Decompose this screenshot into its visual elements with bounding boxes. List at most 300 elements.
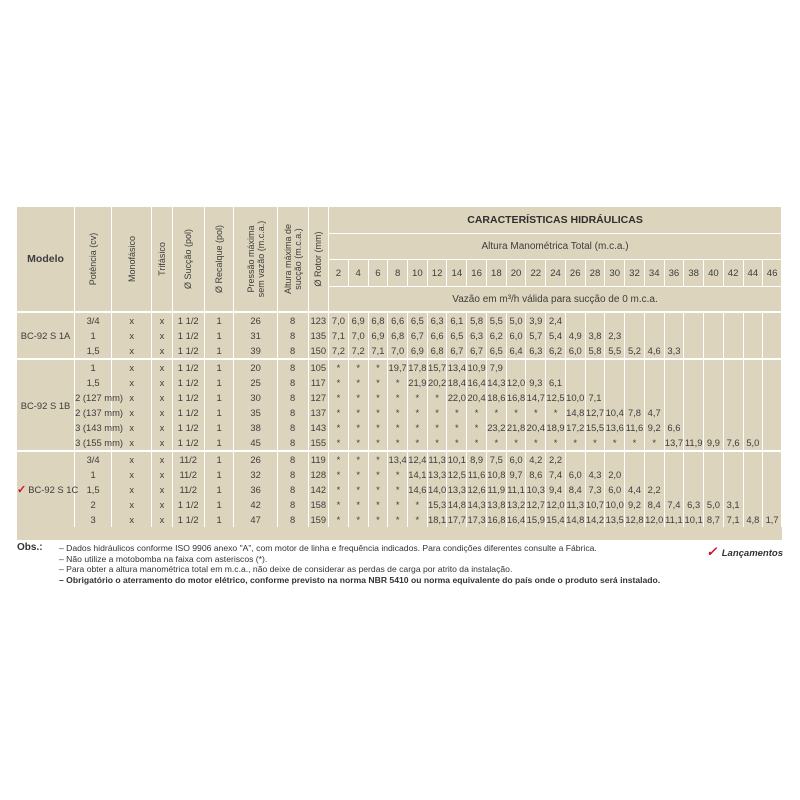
- trifasico-cell: x: [152, 467, 173, 482]
- flow-value-cell: [763, 405, 782, 420]
- flow-value-cell: 6,2: [546, 343, 566, 359]
- monofasico-cell: x: [112, 497, 152, 512]
- flow-value-cell: *: [388, 390, 408, 405]
- flow-value-cell: 4,3: [585, 467, 605, 482]
- flow-value-cell: *: [368, 435, 388, 451]
- flow-value-cell: [605, 390, 625, 405]
- rotor-cell: 128: [308, 467, 329, 482]
- potencia-cell: 2: [75, 497, 112, 512]
- rotor-cell: 142: [308, 482, 329, 497]
- potencia-cell: 1,5: [75, 375, 112, 390]
- flow-value-cell: [704, 467, 724, 482]
- flow-value-cell: 12,0: [546, 499, 565, 510]
- flow-value-cell: [704, 451, 724, 467]
- flow-value-cell: *: [368, 512, 388, 527]
- pressao-cell: 20: [234, 359, 277, 375]
- flow-value-cell: *: [427, 405, 447, 420]
- flow-value-cell: [664, 312, 684, 328]
- flow-value-cell: *: [348, 435, 368, 451]
- height-col-header: 12: [427, 260, 447, 287]
- flow-value-cell: 19,7: [388, 359, 408, 375]
- flow-value-cell: 2,4: [546, 312, 566, 328]
- rotor-cell: 135: [308, 328, 329, 343]
- flow-value-cell: *: [329, 512, 349, 527]
- hydraulic-table: [17, 207, 782, 540]
- observation-line: – Obrigatório o aterramento do motor elétrico, conforme previsto na norma NBR 5410 ou norma equivalente do país onde o produto será instalado.: [59, 574, 661, 585]
- flow-value-cell: 5,7: [526, 328, 546, 343]
- flow-value-cell: 8,4: [565, 482, 585, 497]
- flow-value-cell: 8,9: [467, 451, 487, 467]
- flow-value-cell: *: [546, 435, 566, 451]
- flow-value-cell: 15,9: [526, 514, 545, 525]
- flow-value-cell: [585, 451, 605, 467]
- flow-value-cell: *: [408, 405, 428, 420]
- header-recalque: Ø Recalque (pol): [204, 207, 234, 312]
- flow-value-cell: [625, 390, 645, 405]
- succao-cell: 1 1/2: [172, 405, 204, 420]
- flow-value-cell: [743, 467, 763, 482]
- pressao-cell: 42: [234, 497, 277, 512]
- monofasico-cell: x: [112, 375, 152, 390]
- flow-value-cell: 10,1: [684, 514, 703, 525]
- succao-cell: 1 1/2: [172, 343, 204, 359]
- height-col-header: 34: [644, 260, 664, 287]
- flow-value-cell: 12,7: [585, 407, 605, 418]
- flow-value-cell: 22,0: [447, 392, 466, 403]
- flow-value-cell: *: [348, 375, 368, 390]
- monofasico-cell: x: [112, 405, 152, 420]
- recalque-cell: 1: [204, 435, 234, 451]
- flow-value-cell: 21,8: [506, 422, 526, 433]
- flow-value-cell: 3,3: [664, 343, 684, 359]
- flow-value-cell: 2,0: [605, 467, 625, 482]
- header-altura-total: Altura Manométrica Total (m.c.a.): [329, 234, 782, 260]
- flow-value-cell: 14,7: [526, 392, 545, 403]
- flow-value-cell: 5,0: [743, 435, 763, 451]
- potencia-cell: 2 (127 mm): [75, 392, 124, 403]
- header-vazao: Vazão em m³/h válida para sucção de 0 m.c.a.: [329, 287, 782, 313]
- height-col-header: 30: [605, 260, 625, 287]
- flow-value-cell: [763, 312, 782, 328]
- model-cell: [17, 312, 75, 359]
- flow-value-cell: *: [644, 435, 664, 451]
- flow-value-cell: *: [329, 359, 349, 375]
- succao-cell: 1 1/2: [172, 312, 204, 328]
- flow-value-cell: [763, 435, 782, 451]
- recalque-cell: 1: [204, 482, 234, 497]
- flow-value-cell: *: [388, 435, 408, 451]
- flow-value-cell: 17,3: [467, 514, 486, 525]
- flow-value-cell: *: [329, 451, 349, 467]
- pressao-cell: 26: [234, 312, 277, 328]
- header-pressao: Pressão máxima sem vazão (m.c.a.): [234, 207, 277, 312]
- header-trifasico: Trifásico: [152, 207, 173, 312]
- flow-value-cell: [684, 359, 704, 375]
- flow-value-cell: 7,1: [329, 328, 349, 343]
- flow-value-cell: [763, 375, 782, 390]
- flow-value-cell: 12,7: [526, 499, 545, 510]
- flow-value-cell: [763, 343, 782, 359]
- flow-value-cell: *: [368, 375, 388, 390]
- flow-value-cell: *: [625, 435, 645, 451]
- flow-value-cell: 7,0: [388, 343, 408, 359]
- flow-value-cell: *: [526, 435, 546, 451]
- monofasico-cell: x: [112, 420, 152, 435]
- flow-value-cell: 11,6: [467, 469, 486, 480]
- flow-value-cell: [605, 312, 625, 328]
- succao-cell: 11/2: [172, 467, 204, 482]
- flow-value-cell: *: [408, 512, 428, 527]
- table-row: [17, 312, 782, 328]
- flow-value-cell: 18,6: [487, 392, 506, 403]
- flow-value-cell: [644, 375, 664, 390]
- table-row: [17, 343, 782, 359]
- monofasico-cell: x: [112, 328, 152, 343]
- header-monofasico: Monofásico: [112, 207, 152, 312]
- succao-cell: 11/2: [172, 451, 204, 467]
- flow-value-cell: [704, 312, 724, 328]
- flow-value-cell: 7,1: [585, 390, 605, 405]
- flow-value-cell: 6,8: [368, 312, 388, 328]
- flow-value-cell: 12,5: [546, 392, 565, 403]
- table-row: [17, 435, 782, 451]
- flow-value-cell: 13,4: [447, 359, 467, 375]
- flow-value-cell: 6,3: [526, 343, 546, 359]
- flow-value-cell: *: [388, 482, 408, 497]
- flow-value-cell: [684, 328, 704, 343]
- monofasico-cell: x: [112, 467, 152, 482]
- succao-cell: 1 1/2: [172, 512, 204, 527]
- flow-value-cell: 6,0: [565, 343, 585, 359]
- pressao-cell: 39: [234, 343, 277, 359]
- succao-cell: 1 1/2: [172, 497, 204, 512]
- monofasico-cell: x: [112, 312, 152, 328]
- flow-value-cell: *: [447, 405, 467, 420]
- flow-value-cell: 2,2: [546, 451, 566, 467]
- flow-value-cell: [743, 375, 763, 390]
- flow-value-cell: *: [427, 435, 447, 451]
- flow-value-cell: 10,8: [487, 469, 506, 480]
- flow-value-cell: *: [408, 390, 428, 405]
- flow-value-cell: 11,3: [427, 451, 447, 467]
- altura-succao-cell: 8: [277, 375, 308, 390]
- flow-value-cell: 7,0: [348, 328, 368, 343]
- table-row: [17, 359, 782, 375]
- flow-value-cell: 6,1: [546, 375, 566, 390]
- flow-value-cell: 15,5: [585, 422, 605, 433]
- recalque-cell: 1: [204, 390, 234, 405]
- flow-value-cell: [723, 343, 743, 359]
- flow-value-cell: 5,4: [546, 328, 566, 343]
- altura-succao-cell: 8: [277, 359, 308, 375]
- height-col-header: 10: [408, 260, 428, 287]
- flow-value-cell: [704, 482, 724, 497]
- height-col-header: 2: [329, 260, 349, 287]
- flow-value-cell: *: [467, 420, 487, 435]
- flow-value-cell: [763, 497, 782, 512]
- flow-value-cell: *: [427, 390, 447, 405]
- flow-value-cell: [684, 390, 704, 405]
- flow-value-cell: *: [329, 390, 349, 405]
- flow-value-cell: 7,6: [723, 435, 743, 451]
- flow-value-cell: 5,2: [625, 343, 645, 359]
- flow-value-cell: *: [368, 451, 388, 467]
- flow-value-cell: 9,7: [506, 467, 526, 482]
- flow-value-cell: 20,2: [427, 377, 447, 388]
- flow-value-cell: [743, 312, 763, 328]
- flow-value-cell: 5,8: [585, 343, 605, 359]
- trifasico-cell: x: [152, 435, 173, 451]
- flow-value-cell: 4,8: [743, 512, 763, 527]
- flow-value-cell: *: [348, 451, 368, 467]
- flow-value-cell: 6,5: [486, 343, 506, 359]
- flow-value-cell: *: [348, 420, 368, 435]
- flow-value-cell: 11,9: [684, 435, 704, 451]
- flow-value-cell: [585, 359, 605, 375]
- flow-value-cell: 6,2: [486, 328, 506, 343]
- pressao-cell: 36: [234, 482, 277, 497]
- flow-value-cell: *: [506, 405, 526, 420]
- flow-value-cell: 6,0: [506, 451, 526, 467]
- flow-value-cell: [664, 451, 684, 467]
- flow-value-cell: [723, 420, 743, 435]
- table-row: [17, 512, 782, 527]
- flow-value-cell: *: [368, 497, 388, 512]
- trifasico-cell: x: [152, 375, 173, 390]
- flow-value-cell: 14,0: [427, 484, 447, 495]
- flow-value-cell: [625, 451, 645, 467]
- flow-value-cell: 23,2: [487, 422, 506, 433]
- flow-value-cell: 17,8: [408, 359, 428, 375]
- flow-value-cell: 7,5: [486, 451, 506, 467]
- flow-value-cell: 6,0: [565, 467, 585, 482]
- altura-succao-cell: 8: [277, 312, 308, 328]
- flow-value-cell: 15,7: [427, 359, 447, 375]
- succao-cell: 1 1/2: [172, 359, 204, 375]
- height-col-header: 18: [486, 260, 506, 287]
- altura-succao-cell: 8: [277, 328, 308, 343]
- flow-value-cell: *: [348, 359, 368, 375]
- flow-value-cell: *: [329, 375, 349, 390]
- flow-value-cell: [743, 359, 763, 375]
- recalque-cell: 1: [204, 497, 234, 512]
- flow-value-cell: *: [388, 467, 408, 482]
- flow-value-cell: 18,9: [546, 422, 565, 433]
- flow-value-cell: *: [605, 435, 625, 451]
- flow-value-cell: [704, 328, 724, 343]
- flow-value-cell: [763, 467, 782, 482]
- rotor-cell: 119: [308, 451, 329, 467]
- flow-value-cell: 10,0: [566, 392, 585, 403]
- recalque-cell: 1: [204, 343, 234, 359]
- flow-value-cell: 6,1: [447, 312, 467, 328]
- recalque-cell: 1: [204, 359, 234, 375]
- trifasico-cell: x: [152, 328, 173, 343]
- flow-value-cell: [723, 405, 743, 420]
- recalque-cell: 1: [204, 420, 234, 435]
- potencia-cell: 3: [75, 512, 112, 527]
- model-cell: [17, 451, 79, 527]
- flow-value-cell: 6,0: [506, 328, 526, 343]
- flow-value-cell: 1,7: [763, 512, 782, 527]
- height-col-header: 8: [388, 260, 408, 287]
- flow-value-cell: [565, 359, 585, 375]
- flow-value-cell: 20,4: [526, 422, 545, 433]
- model-cell: [17, 359, 75, 451]
- flow-value-cell: *: [506, 435, 526, 451]
- flow-value-cell: [625, 328, 645, 343]
- potencia-cell: 1,5: [75, 482, 112, 497]
- altura-succao-cell: 8: [277, 390, 308, 405]
- flow-value-cell: 11,3: [566, 499, 585, 510]
- flow-value-cell: [743, 420, 763, 435]
- flow-value-cell: 10,4: [605, 407, 624, 418]
- flow-value-cell: *: [329, 482, 349, 497]
- recalque-cell: 1: [204, 512, 234, 527]
- flow-value-cell: 13,4: [388, 451, 408, 467]
- flow-value-cell: [743, 328, 763, 343]
- pressao-cell: 32: [234, 467, 277, 482]
- flow-value-cell: *: [368, 482, 388, 497]
- recalque-cell: 1: [204, 405, 234, 420]
- flow-value-cell: *: [329, 420, 349, 435]
- table-row: [17, 497, 782, 512]
- flow-value-cell: [704, 405, 724, 420]
- flow-value-cell: [743, 451, 763, 467]
- flow-value-cell: 14,6: [408, 484, 427, 495]
- pressao-cell: 30: [234, 390, 277, 405]
- flow-value-cell: [664, 328, 684, 343]
- flow-value-cell: 7,1: [723, 512, 743, 527]
- flow-value-cell: *: [329, 405, 349, 420]
- flow-value-cell: [546, 359, 566, 375]
- flow-value-cell: 9,2: [644, 420, 664, 435]
- flow-value-cell: [644, 328, 664, 343]
- height-col-header: 4: [348, 260, 368, 287]
- flow-value-cell: [704, 343, 724, 359]
- flow-value-cell: 10,7: [585, 499, 605, 510]
- flow-value-cell: [625, 375, 645, 390]
- flow-value-cell: *: [486, 435, 506, 451]
- flow-value-cell: *: [447, 435, 467, 451]
- flow-value-cell: [723, 375, 743, 390]
- table-row: [17, 420, 782, 435]
- header-modelo: Modelo: [17, 207, 75, 312]
- observation-line: – Não utilize a motobomba na faixa com asteriscos (*).: [59, 553, 268, 564]
- flow-value-cell: 17,2: [566, 422, 585, 433]
- trifasico-cell: x: [152, 359, 173, 375]
- rotor-cell: 105: [308, 359, 329, 375]
- altura-succao-cell: 8: [277, 512, 308, 527]
- flow-value-cell: 12,5: [447, 469, 466, 480]
- flow-value-cell: 9,4: [546, 482, 566, 497]
- flow-value-cell: 12,6: [467, 484, 486, 495]
- succao-cell: 1 1/2: [172, 375, 204, 390]
- pressao-cell: 47: [234, 512, 277, 527]
- flow-value-cell: [723, 359, 743, 375]
- flow-value-cell: 5,5: [486, 312, 506, 328]
- trifasico-cell: x: [152, 390, 173, 405]
- flow-value-cell: [605, 375, 625, 390]
- legend-label: Lançamentos: [721, 548, 783, 559]
- flow-value-cell: 6,3: [427, 312, 447, 328]
- flow-value-cell: [763, 451, 782, 467]
- flow-value-cell: *: [329, 467, 349, 482]
- table-row: [17, 482, 782, 497]
- flow-value-cell: 4,7: [644, 405, 664, 420]
- succao-cell: 1 1/2: [172, 420, 204, 435]
- flow-value-cell: 7,4: [546, 467, 566, 482]
- header-caracteristicas: CARACTERÍSTICAS HIDRÁULICAS: [329, 207, 782, 234]
- flow-value-cell: 4,9: [565, 328, 585, 343]
- flow-value-cell: 6,3: [467, 328, 487, 343]
- flow-value-cell: [565, 451, 585, 467]
- flow-value-cell: 6,7: [467, 343, 487, 359]
- flow-value-cell: 6,6: [664, 420, 684, 435]
- flow-value-cell: 7,3: [585, 482, 605, 497]
- rotor-cell: 117: [308, 375, 329, 390]
- flow-value-cell: [565, 375, 585, 390]
- flow-value-cell: 11,9: [487, 484, 506, 495]
- flow-value-cell: 3,9: [526, 312, 546, 328]
- flow-value-cell: [664, 359, 684, 375]
- flow-value-cell: *: [408, 497, 428, 512]
- flow-value-cell: 13,2: [506, 499, 526, 510]
- height-col-header: 40: [704, 260, 724, 287]
- flow-value-cell: *: [329, 435, 349, 451]
- potencia-cell: 1: [75, 359, 112, 375]
- flow-value-cell: *: [388, 420, 408, 435]
- flow-value-cell: [565, 312, 585, 328]
- flow-value-cell: 11,1: [507, 484, 525, 495]
- table-row: [17, 451, 782, 467]
- flow-value-cell: [763, 420, 782, 435]
- flow-value-cell: [506, 359, 526, 375]
- flow-value-cell: [743, 405, 763, 420]
- flow-value-cell: *: [565, 435, 585, 451]
- flow-value-cell: 20,4: [467, 392, 486, 403]
- flow-value-cell: [723, 467, 743, 482]
- monofasico-cell: x: [112, 512, 152, 527]
- potencia-cell: 2 (137 mm): [75, 407, 124, 418]
- trifasico-cell: x: [152, 451, 173, 467]
- flow-value-cell: 16,8: [487, 514, 506, 525]
- flow-value-cell: 7,0: [329, 312, 349, 328]
- flow-value-cell: [684, 343, 704, 359]
- rotor-cell: 143: [308, 420, 329, 435]
- flow-value-cell: *: [348, 467, 368, 482]
- flow-value-cell: [664, 405, 684, 420]
- pressao-cell: 38: [234, 420, 277, 435]
- monofasico-cell: x: [112, 390, 152, 405]
- flow-value-cell: 6,6: [427, 328, 447, 343]
- flow-value-cell: 4,6: [644, 343, 664, 359]
- table-row: [17, 328, 782, 343]
- flow-value-cell: 7,1: [368, 343, 388, 359]
- flow-value-cell: 6,9: [348, 312, 368, 328]
- height-col-header: 32: [625, 260, 645, 287]
- flow-value-cell: [743, 497, 763, 512]
- monofasico-cell: x: [112, 343, 152, 359]
- flow-value-cell: [704, 359, 724, 375]
- pressao-cell: 25: [234, 375, 277, 390]
- flow-value-cell: 14,8: [566, 407, 585, 418]
- flow-value-cell: *: [348, 482, 368, 497]
- rotor-cell: 127: [308, 390, 329, 405]
- rotor-cell: 150: [308, 343, 329, 359]
- flow-value-cell: [704, 375, 724, 390]
- flow-value-cell: [723, 482, 743, 497]
